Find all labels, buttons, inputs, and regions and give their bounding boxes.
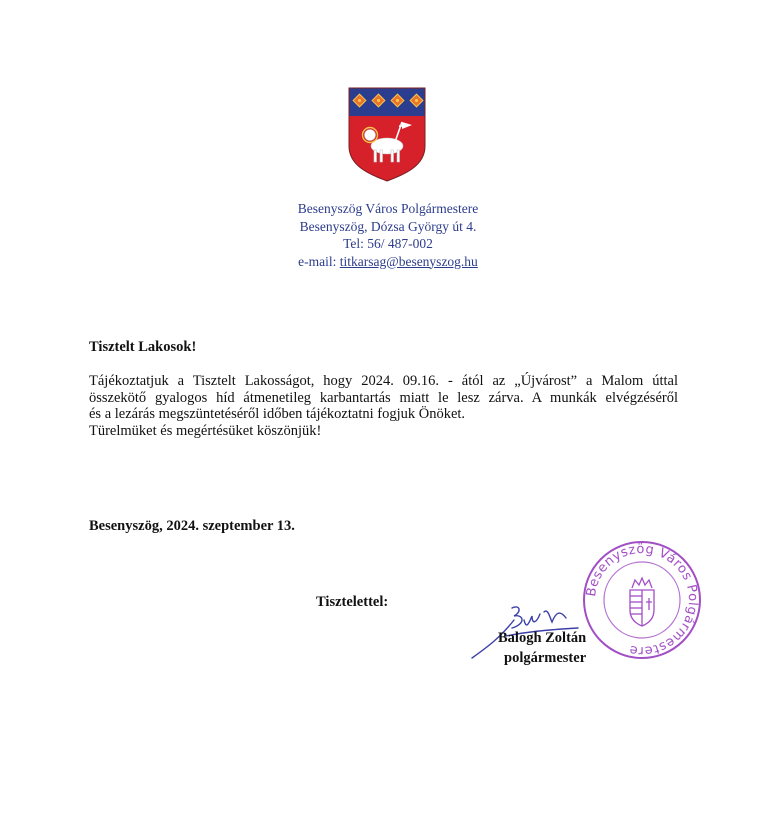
- letterhead-address: Besenyszög, Dózsa György út 4.: [299, 218, 477, 234]
- letter-body: [89, 373, 678, 439]
- letterhead-email-row: [250, 253, 526, 271]
- thanks-line: Türelmüket és megértésüket köszönjük!: [89, 422, 322, 439]
- letterhead-office: Besenyszög Város Polgármestere: [297, 201, 479, 216]
- official-stamp-icon: [580, 538, 704, 662]
- closing: Tisztelettel:: [316, 594, 389, 610]
- signatory-title: polgármester: [504, 650, 587, 666]
- signatory: [498, 628, 586, 668]
- salutation: Tisztelt Lakosok!: [89, 339, 197, 355]
- stamp-text: Besenyszög Város Polgármestere: [584, 541, 701, 659]
- signatory-name: Balogh Zoltán: [498, 630, 587, 646]
- coat-of-arms-icon: [347, 86, 427, 182]
- body-line-1: Tájékoztatjuk a Tisztelt Lakosságot, hogy 2024. 09.16. - ától az „Újvárost” a Malom úttal: [89, 373, 678, 389]
- place-date: Besenyszög, 2024. szeptember 13.: [89, 518, 295, 534]
- body-line-2: összekötő gyalogos híd átmenetileg karbantartás miatt le lesz zárva. A munkák elvégzéséről: [89, 389, 678, 406]
- body-line-3: és a lezárás megszüntetéséről időben tájékoztatni fogjuk Önöket.: [89, 406, 466, 422]
- email-label: e-mail:: [298, 253, 340, 269]
- letterhead: [250, 200, 526, 270]
- email-link[interactable]: titkarsag@besenyszog.hu: [339, 253, 478, 269]
- letterhead-phone: Tel: 56/ 487-002: [343, 236, 433, 251]
